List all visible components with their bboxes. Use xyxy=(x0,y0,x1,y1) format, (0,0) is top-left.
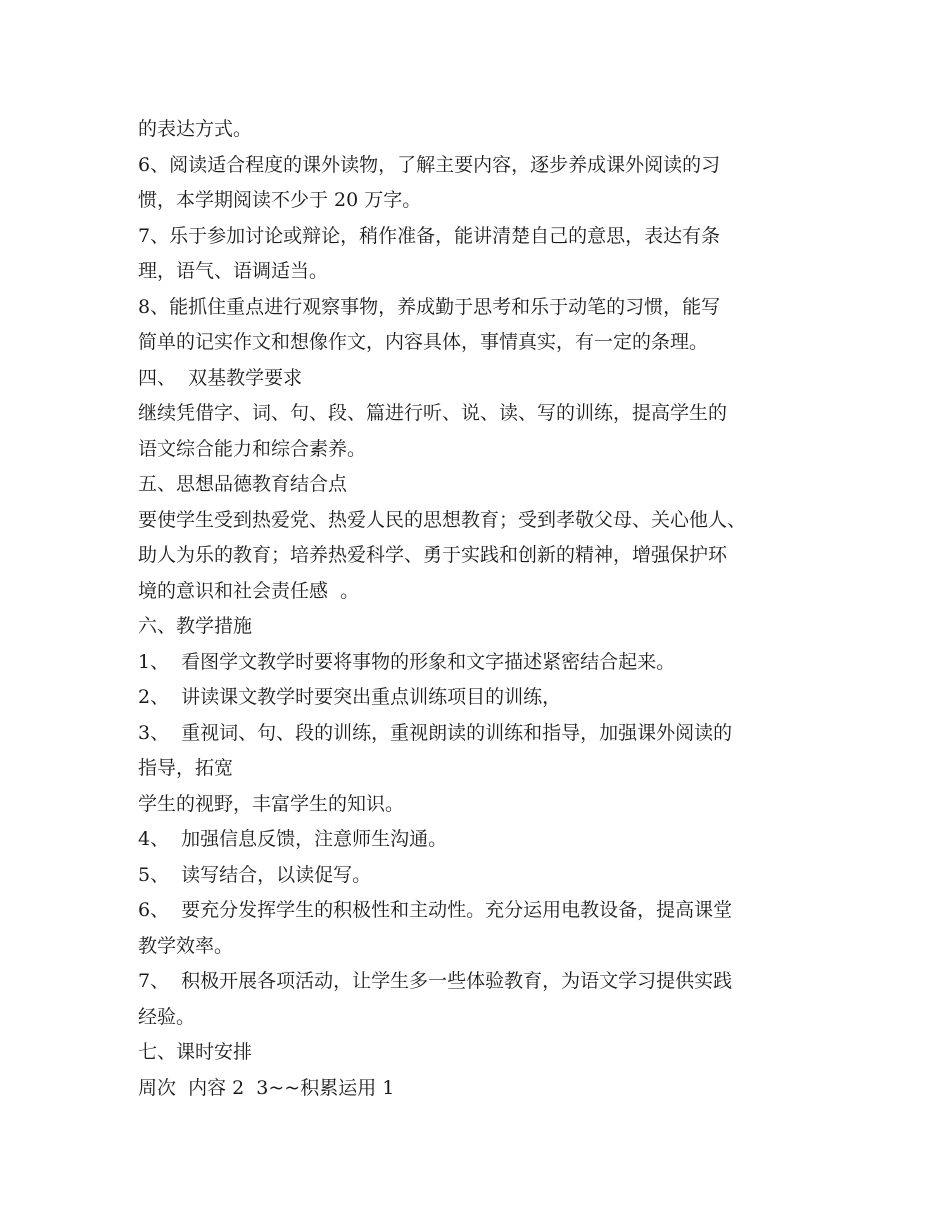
text-line: 简单的记实作文和想像作文，内容具体，事情真实，有一定的条理。 xyxy=(138,331,709,353)
section-heading: 五、思想品德教育结合点 xyxy=(138,473,348,495)
section-heading: 六、教学措施 xyxy=(138,615,253,637)
text-line: 6、阅读适合程度的课外读物，了解主要内容，逐步养成课外阅读的习 xyxy=(138,153,721,176)
text-line: 周次 内容 2 3~~积累运用 1 xyxy=(138,1076,395,1099)
text-line: 经验。 xyxy=(138,1005,196,1028)
text-line: 惯，本学期阅读不少于 20 万字。 xyxy=(138,189,422,211)
text-line: 5、 读写结合，以读促写。 xyxy=(138,863,372,886)
text-line: 助人为乐的教育；培养热爱科学、勇于实践和创新的精神，增强保护环 xyxy=(138,544,728,566)
text-line: 要使学生受到热爱党、热爱人民的思想教育；受到孝敬父母、关心他人、 xyxy=(138,508,747,531)
section-heading: 四、 双基教学要求 xyxy=(138,366,303,389)
text-line: 3、 重视词、句、段的训练，重视朗读的训练和指导，加强课外阅读的 xyxy=(138,721,733,744)
text-line: 学生的视野，丰富学生的知识。 xyxy=(138,792,405,815)
text-line: 境的意识和社会责任感 。 xyxy=(138,579,360,602)
text-line: 4、 加强信息反馈，注意师生沟通。 xyxy=(138,828,448,850)
text-line: 7、乐于参加讨论或辩论，稍作准备，能讲清楚自己的意思，表达有条 xyxy=(138,224,721,247)
text-line: 语文综合能力和综合素养。 xyxy=(138,437,367,460)
text-line: 6、 要充分发挥学生的积极性和主动性。充分运用电教设备，提高课堂 xyxy=(138,899,733,921)
document-body xyxy=(138,112,828,1106)
text-line: 7、 积极开展各项活动，让学生多一些体验教育，为语文学习提供实践 xyxy=(138,970,733,992)
text-line: 1、 看图学文教学时要将事物的形象和文字描述紧密结合起来。 xyxy=(138,650,676,673)
text-line: 8、能抓住重点进行观察事物，养成勤于思考和乐于动笔的习惯，能写 xyxy=(138,295,721,318)
section-heading: 七、课时安排 xyxy=(138,1041,253,1063)
text-line: 教学效率。 xyxy=(138,934,234,957)
text-line: 的表达方式。 xyxy=(138,118,253,140)
text-line: 2、 讲读课文教学时要突出重点训练项目的训练， xyxy=(138,686,562,708)
text-line: 继续凭借字、词、句、段、篇进行听、说、读、写的训练，提高学生的 xyxy=(138,402,728,424)
text-line: 理，语气、语调适当。 xyxy=(138,260,329,282)
text-line: 指导，拓宽 xyxy=(138,757,234,779)
